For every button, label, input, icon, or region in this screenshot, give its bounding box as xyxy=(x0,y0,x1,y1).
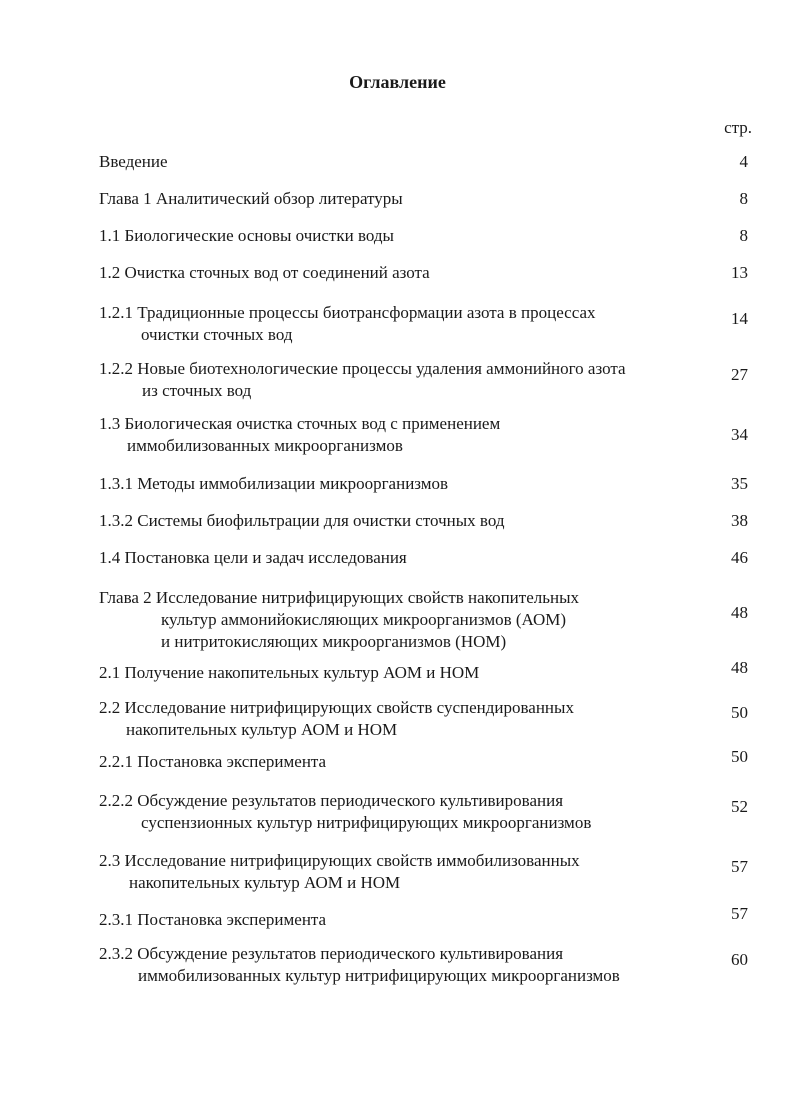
toc-entry-text: 1.3.1 Методы иммобилизации микроорганизмов xyxy=(99,474,449,493)
toc-entry-text: 2.3.2 Обсуждение результатов периодического культивирования xyxy=(99,944,564,963)
toc-page-number: 8 xyxy=(739,189,748,208)
toc-page-number: 50 xyxy=(731,747,748,766)
toc-page-number: 48 xyxy=(731,603,748,622)
toc-page-number: 4 xyxy=(739,152,748,171)
toc-page-number: 35 xyxy=(731,474,748,493)
toc-page-number: 13 xyxy=(731,263,748,282)
toc-page-number: 57 xyxy=(731,857,748,876)
toc-entry-text-continued: иммобилизованных культур нитрифицирующих микроорганизмов xyxy=(138,966,620,985)
toc-page-number: 50 xyxy=(731,703,748,722)
toc-entry-text: 2.1 Получение накопительных культур АОМ и НОМ xyxy=(99,663,480,682)
toc-entry-text: 1.2.2 Новые биотехнологические процессы удаления аммонийного азота xyxy=(99,359,626,378)
toc-entry[interactable] xyxy=(99,850,699,894)
toc-entry[interactable] xyxy=(99,790,699,834)
toc-entry-text: Введение xyxy=(99,152,168,171)
toc-page-number: 46 xyxy=(731,548,748,567)
toc-entry-text: 2.2.2 Обсуждение результатов периодического культивирования xyxy=(99,791,564,810)
toc-page-number: 27 xyxy=(731,365,748,384)
toc-entry[interactable] xyxy=(99,151,699,173)
toc-page-number: 52 xyxy=(731,797,748,816)
toc-entry[interactable] xyxy=(99,587,699,653)
toc-entry[interactable] xyxy=(99,358,699,402)
toc-entry-text-continued: накопительных культур АОМ и НОМ xyxy=(126,720,398,739)
toc-entry-text: 2.3 Исследование нитрифицирующих свойств иммобилизованных xyxy=(99,851,580,870)
toc-page-number: 60 xyxy=(731,950,748,969)
toc-entry-text-continued: из сточных вод xyxy=(142,381,252,400)
toc-entry-text: 2.3.1 Постановка эксперимента xyxy=(99,910,327,929)
toc-entry[interactable] xyxy=(99,302,699,346)
toc-entry[interactable] xyxy=(99,188,699,210)
toc-entry[interactable] xyxy=(99,413,699,457)
toc-page-number: 57 xyxy=(731,904,748,923)
toc-entry-text: 1.3 Биологическая очистка сточных вод с применением xyxy=(99,414,501,433)
toc-entry[interactable] xyxy=(99,697,699,741)
toc-page-number: 48 xyxy=(731,658,748,677)
toc-entry[interactable] xyxy=(99,473,699,495)
page-column-label: стр. xyxy=(724,118,752,137)
toc-page-number: 8 xyxy=(739,226,748,245)
toc-entry-text: 1.1 Биологические основы очистки воды xyxy=(99,226,394,245)
toc-entry[interactable] xyxy=(99,547,699,569)
toc-entry-text: 1.4 Постановка цели и задач исследования xyxy=(99,548,407,567)
toc-entry-text: Глава 2 Исследование нитрифицирующих свойств накопительных xyxy=(99,588,580,607)
toc-entry-text-continued: накопительных культур АОМ и НОМ xyxy=(129,873,401,892)
toc-entry[interactable] xyxy=(99,909,699,931)
toc-entry[interactable] xyxy=(99,262,699,284)
toc-entry[interactable] xyxy=(99,510,699,532)
toc-entry[interactable] xyxy=(99,662,699,684)
toc-entry[interactable] xyxy=(99,225,699,247)
toc-entry-text: 1.3.2 Системы биофильтрации для очистки сточных вод xyxy=(99,511,505,530)
toc-entry[interactable] xyxy=(99,751,699,773)
toc-page-number: 38 xyxy=(731,511,748,530)
toc-page-number: 14 xyxy=(731,309,748,328)
toc-entry-text-continued: иммобилизованных микроорганизмов xyxy=(127,436,403,455)
toc-entry-text-continued: культур аммонийокисляющих микроорганизмов (АОМ) xyxy=(161,610,566,629)
toc-entry-text: 1.2 Очистка сточных вод от соединений азота xyxy=(99,263,430,282)
toc-entry-text-continued: и нитритокисляющих микроорганизмов (НОМ) xyxy=(161,632,507,651)
page-title: Оглавление xyxy=(349,72,446,92)
toc-entry[interactable] xyxy=(99,943,699,987)
toc-entry-text-continued: суспензионных культур нитрифицирующих микроорганизмов xyxy=(141,813,592,832)
toc-entry-text: 2.2.1 Постановка эксперимента xyxy=(99,752,327,771)
toc-entry-text: Глава 1 Аналитический обзор литературы xyxy=(99,189,403,208)
toc-entry-text: 2.2 Исследование нитрифицирующих свойств суспендированных xyxy=(99,698,574,717)
toc-entry-text-continued: очистки сточных вод xyxy=(141,325,293,344)
toc-page-number: 34 xyxy=(731,425,748,444)
toc-entry-text: 1.2.1 Традиционные процессы биотрансформации азота в процессах xyxy=(99,303,596,322)
